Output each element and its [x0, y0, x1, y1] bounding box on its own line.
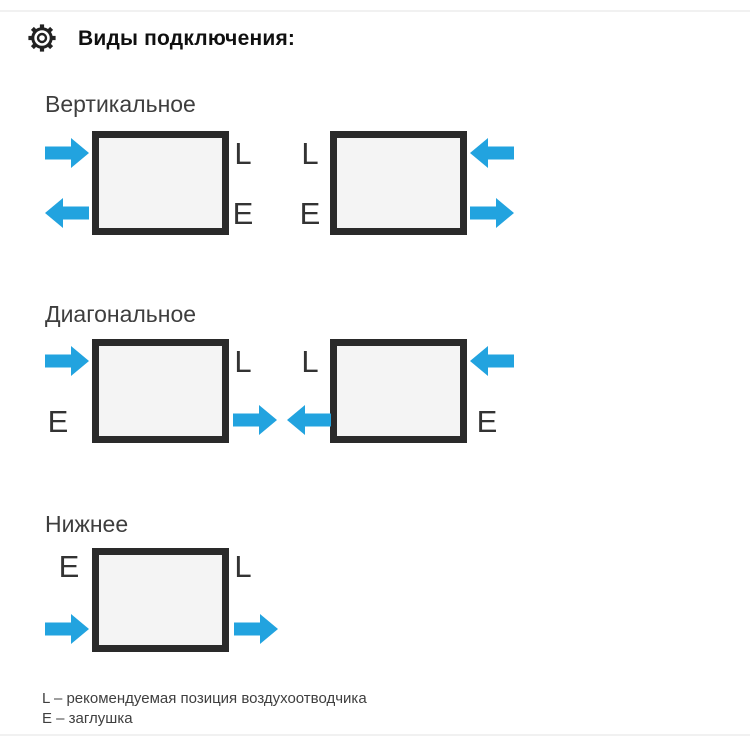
radiator-rect-bottom: [92, 548, 229, 652]
port-label-air-vent: L: [234, 136, 252, 171]
section-title-bottom: Нижнее: [45, 511, 129, 537]
flow-arrow-left-icon: [287, 405, 331, 435]
legend-plug: E – заглушка: [42, 710, 133, 727]
port-label-air-vent: L: [234, 344, 252, 379]
flow-arrow-right-icon: [45, 346, 89, 376]
page-title: Виды подключения:: [78, 27, 296, 50]
radiator-rect-vertical-right: [330, 131, 467, 235]
section-title-vertical: Вертикальное: [45, 91, 196, 117]
flow-arrow-right-icon: [45, 138, 89, 168]
port-label-plug: E: [232, 196, 254, 231]
gear-icon: [26, 22, 58, 54]
legend-air-vent: L – рекомендуемая позиция воздухоотводчика: [42, 690, 367, 707]
flow-arrow-left-icon: [470, 138, 514, 168]
port-label-air-vent: L: [301, 344, 319, 379]
flow-arrow-right-icon: [470, 198, 514, 228]
port-label-plug: E: [476, 404, 498, 439]
flow-arrow-right-icon: [234, 614, 278, 644]
card-top-edge: [0, 10, 750, 12]
port-label-plug: E: [58, 549, 80, 584]
flow-arrow-right-icon: [233, 405, 277, 435]
radiator-rect-diagonal-right: [330, 339, 467, 443]
section-title-diagonal: Диагональное: [45, 301, 197, 327]
flow-arrow-left-icon: [470, 346, 514, 376]
radiator-rect-vertical-left: [92, 131, 229, 235]
port-label-plug: E: [299, 196, 321, 231]
radiator-rect-diagonal-left: [92, 339, 229, 443]
port-label-plug: E: [47, 404, 69, 439]
port-label-air-vent: L: [301, 136, 319, 171]
flow-arrow-left-icon: [45, 198, 89, 228]
port-label-air-vent: L: [234, 549, 252, 584]
card-bottom-edge: [0, 734, 750, 736]
flow-arrow-right-icon: [45, 614, 89, 644]
